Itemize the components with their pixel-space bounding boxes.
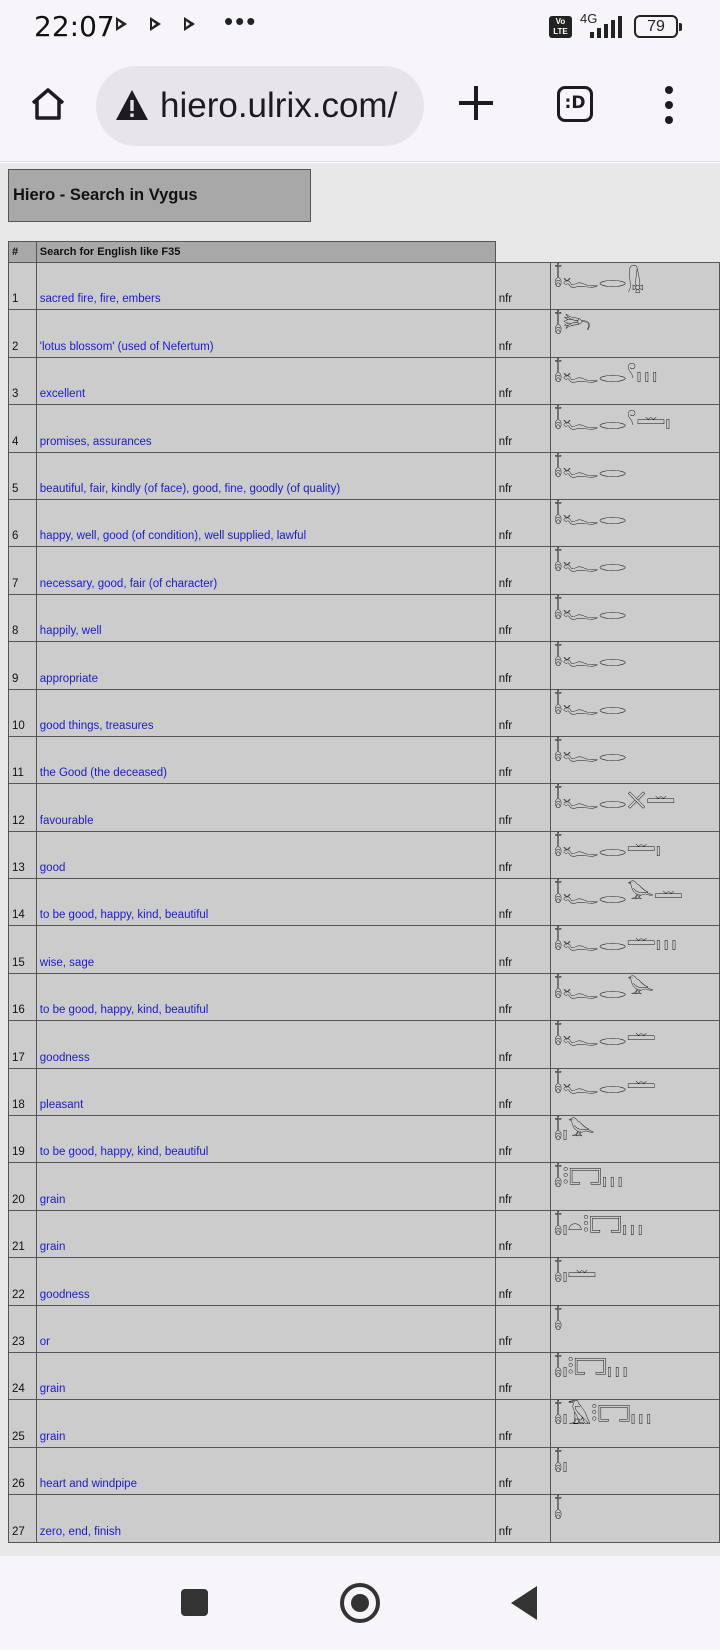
hieroglyph-cell: 𓄤: [550, 1305, 719, 1352]
row-number: 8: [9, 594, 37, 641]
hieroglyph-cell: 𓄤𓆑𓂋: [550, 594, 719, 641]
table-row: [9, 879, 720, 926]
play-store-notification-icon: [116, 17, 127, 31]
row-number: 11: [9, 736, 37, 783]
page-title-box: [8, 169, 311, 222]
column-header-number: #: [9, 242, 37, 263]
transliteration: nfr: [495, 594, 550, 641]
english-meaning-link[interactable]: happy, well, good (of condition), well supplied, lawful: [36, 499, 495, 546]
table-row: [9, 1495, 720, 1542]
home-icon[interactable]: [30, 86, 66, 122]
row-number: 24: [9, 1352, 37, 1399]
transliteration: nfr: [495, 784, 550, 831]
row-number: 5: [9, 452, 37, 499]
english-meaning-link[interactable]: goodness: [36, 1021, 495, 1068]
hieroglyph-cell: 𓄤𓆑𓂋: [550, 499, 719, 546]
results-table: [8, 241, 720, 1543]
table-row: [9, 1210, 720, 1257]
table-row: [9, 973, 720, 1020]
transliteration: nfr: [495, 547, 550, 594]
hieroglyph-cell: 𓄤𓏤𓅪: [550, 1116, 719, 1163]
english-meaning-link[interactable]: appropriate: [36, 642, 495, 689]
table-row: [9, 1116, 720, 1163]
column-header-english: Search for English like F35: [36, 242, 495, 263]
home-circle-icon[interactable]: [340, 1583, 380, 1623]
hieroglyph-cell: 𓄤𓏬𓉐𓏥: [550, 1163, 719, 1210]
english-meaning-link[interactable]: beautiful, fair, kindly (of face), good, fine, goodly (of quality): [36, 452, 495, 499]
table-row: [9, 784, 720, 831]
row-number: 3: [9, 357, 37, 404]
status-time: 22:07: [34, 10, 115, 43]
signal-strength-icon: [590, 16, 624, 38]
hieroglyph-cell: 𓄤𓆑𓂋: [550, 642, 719, 689]
not-secure-warning-icon[interactable]: [114, 88, 150, 122]
transliteration: nfr: [495, 736, 550, 783]
english-meaning-link[interactable]: grain: [36, 1352, 495, 1399]
english-meaning-link[interactable]: grain: [36, 1163, 495, 1210]
web-page: [0, 163, 720, 1556]
browser-toolbar: [0, 56, 720, 162]
row-number: 26: [9, 1447, 37, 1494]
row-number: 27: [9, 1495, 37, 1542]
table-row: [9, 1305, 720, 1352]
english-meaning-link[interactable]: pleasant: [36, 1068, 495, 1115]
overflow-menu-icon[interactable]: [664, 86, 674, 124]
hieroglyph-cell: 𓄤𓆑𓂋: [550, 547, 719, 594]
hieroglyph-cell: 𓄤𓆑𓂋𓍢𓏥: [550, 357, 719, 404]
transliteration: nfr: [495, 1447, 550, 1494]
hieroglyph-cell: 𓄤𓏤𓏬𓉐𓏥: [550, 1352, 719, 1399]
table-row: [9, 263, 720, 310]
transliteration: nfr: [495, 263, 550, 310]
transliteration: nfr: [495, 973, 550, 1020]
table-row: [9, 1258, 720, 1305]
hieroglyph-cell: 𓄤𓆑𓂋𓏴𓏛: [550, 784, 719, 831]
transliteration: nfr: [495, 1400, 550, 1447]
hieroglyph-cell: 𓄤: [550, 1495, 719, 1542]
table-row: [9, 831, 720, 878]
new-tab-plus-icon[interactable]: [459, 86, 493, 120]
english-meaning-link[interactable]: grain: [36, 1210, 495, 1257]
row-number: 13: [9, 831, 37, 878]
english-meaning-link[interactable]: to be good, happy, kind, beautiful: [36, 879, 495, 926]
english-meaning-link[interactable]: good things, treasures: [36, 689, 495, 736]
tab-switcher-icon[interactable]: :D: [557, 86, 593, 122]
battery-icon: 79: [634, 15, 678, 38]
page-title: Hiero - Search in Vygus: [13, 186, 198, 204]
address-bar[interactable]: [96, 66, 424, 146]
transliteration: nfr: [495, 831, 550, 878]
transliteration: nfr: [495, 879, 550, 926]
hieroglyph-cell: 𓄤𓆑𓂋𓅪: [550, 973, 719, 1020]
volte-icon: Vo LTE: [549, 16, 572, 38]
transliteration: nfr: [495, 1021, 550, 1068]
table-row: [9, 1068, 720, 1115]
row-number: 10: [9, 689, 37, 736]
table-row: [9, 1163, 720, 1210]
transliteration: nfr: [495, 1352, 550, 1399]
english-meaning-link[interactable]: excellent: [36, 357, 495, 404]
transliteration: nfr: [495, 499, 550, 546]
table-row: [9, 310, 720, 357]
transliteration: nfr: [495, 357, 550, 404]
recents-square-icon[interactable]: [181, 1589, 208, 1616]
row-number: 4: [9, 405, 37, 452]
row-number: 21: [9, 1210, 37, 1257]
english-meaning-link[interactable]: zero, end, finish: [36, 1495, 495, 1542]
table-row: [9, 1400, 720, 1447]
table-row: [9, 499, 720, 546]
table-row: [9, 1352, 720, 1399]
transliteration: nfr: [495, 1210, 550, 1257]
table-row: [9, 1447, 720, 1494]
row-number: 18: [9, 1068, 37, 1115]
transliteration: nfr: [495, 452, 550, 499]
transliteration: nfr: [495, 310, 550, 357]
row-number: 17: [9, 1021, 37, 1068]
hieroglyph-cell: 𓄤𓆑𓂋𓅪𓏛: [550, 879, 719, 926]
transliteration: nfr: [495, 1163, 550, 1210]
row-number: 22: [9, 1258, 37, 1305]
row-number: 2: [9, 310, 37, 357]
column-header-blank: [495, 242, 550, 263]
back-triangle-icon[interactable]: [511, 1586, 537, 1620]
hieroglyph-cell: 𓄤𓏤: [550, 1447, 719, 1494]
hieroglyph-cell: 𓄤𓆑𓂋𓏛: [550, 1068, 719, 1115]
table-row: [9, 405, 720, 452]
transliteration: nfr: [495, 1068, 550, 1115]
row-number: 16: [9, 973, 37, 1020]
row-number: 19: [9, 1116, 37, 1163]
table-row: [9, 736, 720, 783]
table-row: [9, 357, 720, 404]
table-row: [9, 926, 720, 973]
row-number: 6: [9, 499, 37, 546]
hieroglyph-cell: 𓄤𓆑𓂋𓏛𓏤: [550, 831, 719, 878]
row-number: 20: [9, 1163, 37, 1210]
hieroglyph-cell: 𓄤𓆑𓂋: [550, 452, 719, 499]
hieroglyph-cell: 𓄤𓆸: [550, 310, 719, 357]
english-meaning-link[interactable]: heart and windpipe: [36, 1447, 495, 1494]
column-header-blank: [550, 242, 719, 263]
transliteration: nfr: [495, 1305, 550, 1352]
table-row: [9, 452, 720, 499]
english-meaning-link[interactable]: or: [36, 1305, 495, 1352]
table-row: [9, 594, 720, 641]
play-store-notification-icon: [150, 17, 161, 31]
play-store-notification-icon: [184, 17, 195, 31]
english-meaning-link[interactable]: the Good (the deceased): [36, 736, 495, 783]
row-number: 14: [9, 879, 37, 926]
status-bar: [0, 0, 720, 56]
hieroglyph-cell: 𓄤𓏤𓄿𓏬𓉐𓏥: [550, 1400, 719, 1447]
row-number: 12: [9, 784, 37, 831]
transliteration: nfr: [495, 405, 550, 452]
system-navigation-bar: [0, 1556, 720, 1650]
hieroglyph-cell: 𓄤𓏤𓏏𓏬𓉐𓏥: [550, 1210, 719, 1257]
transliteration: nfr: [495, 1495, 550, 1542]
table-row: [9, 547, 720, 594]
hieroglyph-cell: 𓄤𓆑𓂋𓊮: [550, 263, 719, 310]
english-meaning-link[interactable]: necessary, good, fair (of character): [36, 547, 495, 594]
english-meaning-link[interactable]: to be good, happy, kind, beautiful: [36, 1116, 495, 1163]
table-body: [9, 263, 720, 1543]
transliteration: nfr: [495, 642, 550, 689]
url-text[interactable]: hiero.ulrix.com/: [160, 86, 398, 125]
table-row: [9, 642, 720, 689]
english-meaning-link[interactable]: happily, well: [36, 594, 495, 641]
transliteration: nfr: [495, 926, 550, 973]
network-type-label: 4G: [580, 11, 598, 26]
hieroglyph-cell: 𓄤𓆑𓂋: [550, 689, 719, 736]
hieroglyph-cell: 𓄤𓆑𓂋𓏛𓏥: [550, 926, 719, 973]
hieroglyph-cell: 𓄤𓏤𓏛: [550, 1258, 719, 1305]
english-meaning-link[interactable]: good: [36, 831, 495, 878]
row-number: 9: [9, 642, 37, 689]
table-row: [9, 1021, 720, 1068]
english-meaning-link[interactable]: promises, assurances: [36, 405, 495, 452]
transliteration: nfr: [495, 689, 550, 736]
row-number: 7: [9, 547, 37, 594]
table-header-row: [9, 242, 720, 263]
row-number: 23: [9, 1305, 37, 1352]
english-meaning-link[interactable]: sacred fire, fire, embers: [36, 263, 495, 310]
english-meaning-link[interactable]: 'lotus blossom' (used of Nefertum): [36, 310, 495, 357]
hieroglyph-cell: 𓄤𓆑𓂋: [550, 736, 719, 783]
table-row: [9, 689, 720, 736]
english-meaning-link[interactable]: favourable: [36, 784, 495, 831]
english-meaning-link[interactable]: goodness: [36, 1258, 495, 1305]
transliteration: nfr: [495, 1258, 550, 1305]
hieroglyph-cell: 𓄤𓆑𓂋𓏛: [550, 1021, 719, 1068]
hieroglyph-cell: 𓄤𓆑𓂋𓍢𓏛𓏤: [550, 405, 719, 452]
transliteration: nfr: [495, 1116, 550, 1163]
more-notifications-icon: •••: [224, 6, 258, 36]
english-meaning-link[interactable]: to be good, happy, kind, beautiful: [36, 973, 495, 1020]
row-number: 15: [9, 926, 37, 973]
english-meaning-link[interactable]: grain: [36, 1400, 495, 1447]
row-number: 25: [9, 1400, 37, 1447]
row-number: 1: [9, 263, 37, 310]
english-meaning-link[interactable]: wise, sage: [36, 926, 495, 973]
